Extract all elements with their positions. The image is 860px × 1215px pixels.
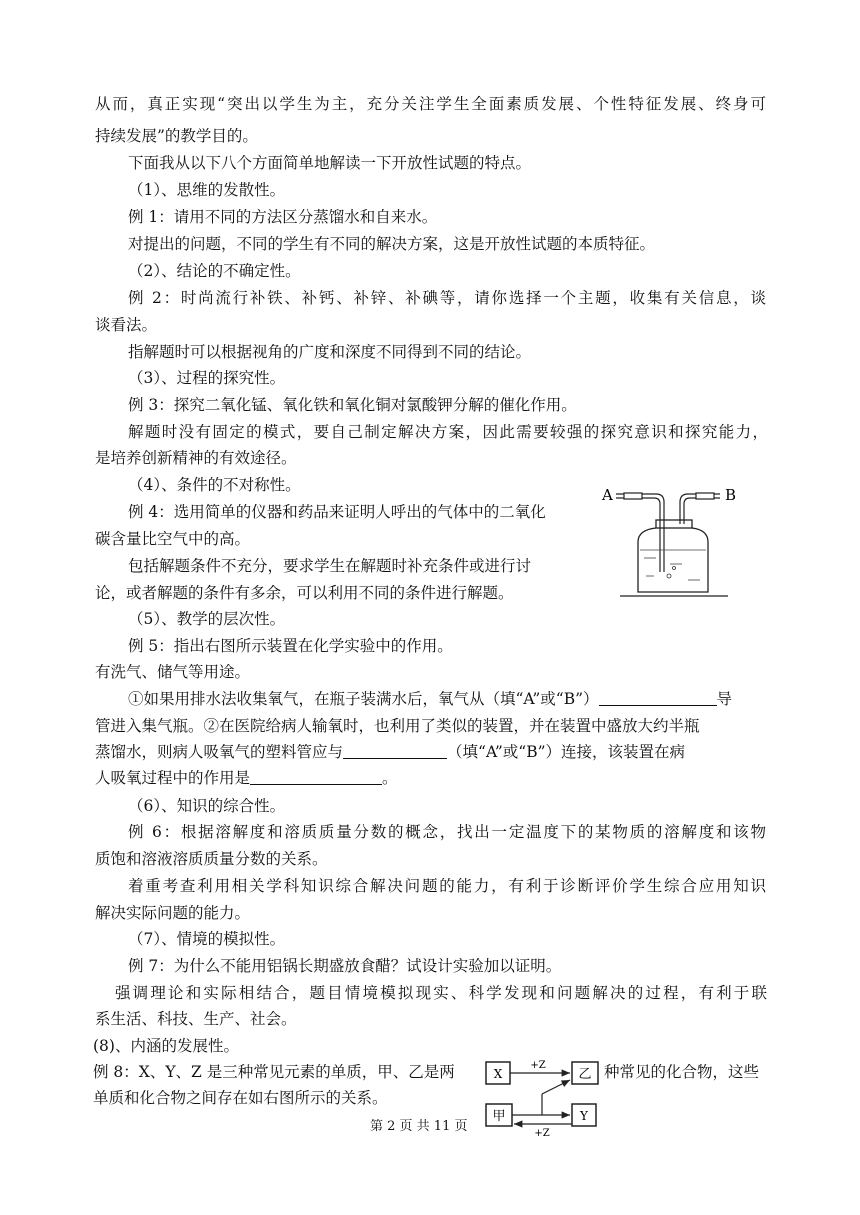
text-line: 强调理论和实际相结合，题目情境模拟现实、科学发现和问题解决的过程，有利于联 bbox=[115, 984, 767, 1002]
text-line: 系生活、科技、生产、社会。 bbox=[95, 1010, 297, 1028]
example-question: 例 8：X、Y、Z 是三种常见元素的单质，甲、乙是两 bbox=[93, 1063, 455, 1081]
text-line: 是培养创新精神的有效途径。 bbox=[95, 449, 297, 467]
text-line: 碳含量比空气中的高。 bbox=[95, 530, 251, 548]
text-line: 种常见的化合物，这些 bbox=[604, 1063, 760, 1081]
text-line: 质饱和溶液溶质质量分数的关系。 bbox=[95, 850, 328, 868]
text-fragment: 蒸馏水，则病人吸氧气的塑料管应与 bbox=[95, 743, 344, 761]
gas-washing-bottle-diagram bbox=[600, 484, 760, 604]
fill-in-question-line bbox=[95, 742, 685, 762]
text-line: 着重考查利用相关学科知识综合解决问题的能力，有利于诊断评价学生综合应用知识 bbox=[128, 877, 766, 895]
text-line: 单质和化合物之间存在如右图所示的关系。 bbox=[93, 1089, 388, 1107]
fill-in-question-line bbox=[95, 768, 398, 788]
section-heading: （7）、情境的模拟性。 bbox=[128, 930, 286, 948]
example-question: 例 6：根据溶解度和溶质质量分数的概念，找出一定温度下的某物质的溶解度和该物 bbox=[128, 823, 766, 841]
example-question: 例 7：为什么不能用铝锅长期盛放食醋？试设计实验加以证明。 bbox=[128, 957, 562, 975]
section-heading: （6）、知识的综合性。 bbox=[128, 797, 286, 815]
text-fragment: （填“A”或“B”）连接，该装置在病 bbox=[447, 743, 686, 761]
page-footer: 第 2 页 共 11 页 bbox=[370, 1119, 468, 1134]
arrow-to-yi bbox=[542, 1080, 570, 1094]
section-heading: （3）、过程的探究性。 bbox=[128, 369, 286, 387]
example-question: 例 4：选用简单的仪器和药品来证明人呼出的气体中的二氧化 bbox=[128, 503, 546, 521]
water-level bbox=[640, 550, 706, 580]
text-line: 下面我从以下八个方面简单地解读一下开放性试题的特点。 bbox=[128, 154, 532, 172]
text-line: 有洗气、储气等用途。 bbox=[95, 663, 251, 681]
label-jia: 甲 bbox=[492, 1109, 506, 1124]
example-question: 例 2：时尚流行补铁、补钙、补锌、补碘等，请你选择一个主题，收集有关信息，谈 bbox=[128, 289, 766, 307]
text-line: 持续发展”的教学目的。 bbox=[95, 127, 258, 145]
text-line: 包括解题条件不充分，要求学生在解题时补充条件或进行讨 bbox=[128, 557, 532, 575]
answer-blank-2[interactable] bbox=[343, 742, 447, 759]
example-question: 例 1：请用不同的方法区分蒸馏水和自来水。 bbox=[128, 208, 438, 226]
section-heading: (8)、内涵的发展性。 bbox=[93, 1037, 239, 1055]
text-fragment: 。 bbox=[382, 769, 398, 787]
text-fragment: ①如果用排水法收集氧气，在瓶子装满水后，氧气从（填“A”或“B”） bbox=[128, 690, 599, 708]
substance-relation-diagram bbox=[484, 1058, 619, 1138]
label-yi: 乙 bbox=[578, 1067, 592, 1082]
text-line: 对提出的问题，不同的学生有不同的解决方案，这是开放性试题的本质特征。 bbox=[128, 235, 656, 253]
label-y: Y bbox=[580, 1109, 588, 1123]
section-heading: （4）、条件的不对称性。 bbox=[128, 476, 301, 494]
section-heading: （1）、思维的发散性。 bbox=[128, 181, 286, 199]
text-line: 谈看法。 bbox=[95, 316, 158, 334]
example-question: 例 3：探究二氧化锰、氧化铁和氧化铜对氯酸钾分解的催化作用。 bbox=[128, 396, 577, 414]
label-b: B bbox=[725, 486, 737, 504]
fill-in-question-line bbox=[128, 689, 732, 709]
example-question: 例 5：指出右图所示装置在化学实验中的作用。 bbox=[128, 637, 453, 655]
outlet-tube-b bbox=[680, 493, 720, 524]
label-x: X bbox=[493, 1067, 503, 1081]
text-line: 论，或者解题的条件有多余，可以利用不同的条件进行解题。 bbox=[95, 584, 514, 602]
label-a: A bbox=[602, 486, 613, 504]
answer-blank-3[interactable] bbox=[250, 768, 382, 785]
text-fragment: 人吸氧过程中的作用是 bbox=[95, 769, 251, 787]
inlet-tube-a bbox=[616, 493, 664, 572]
text-line: 解题时没有固定的模式，要自己制定解决方案，因此需要较强的探究意识和探究能力， bbox=[128, 423, 768, 441]
answer-blank-1[interactable] bbox=[599, 689, 717, 706]
text-line: 解决实际问题的能力。 bbox=[95, 904, 251, 922]
bottle bbox=[638, 520, 708, 592]
text-fragment: 导 bbox=[716, 690, 733, 708]
text-line: 从而，真正实现“突出以学生为主，充分关注学生全面素质发展、个性特征发展、终身可 bbox=[95, 95, 766, 113]
text-line: 管进入集气瓶。②在医院给病人输氧时，也利用了类似的装置，并在装置中盛放大约半瓶 bbox=[95, 717, 700, 735]
section-heading: （5）、教学的层次性。 bbox=[128, 610, 286, 628]
label-plus-z-bottom: +Z bbox=[534, 1128, 550, 1139]
label-plus-z-top: +Z bbox=[530, 1060, 546, 1071]
section-heading: （2）、结论的不确定性。 bbox=[128, 262, 301, 280]
text-line: 指解题时可以根据视角的广度和深度不同得到不同的结论。 bbox=[128, 343, 532, 361]
